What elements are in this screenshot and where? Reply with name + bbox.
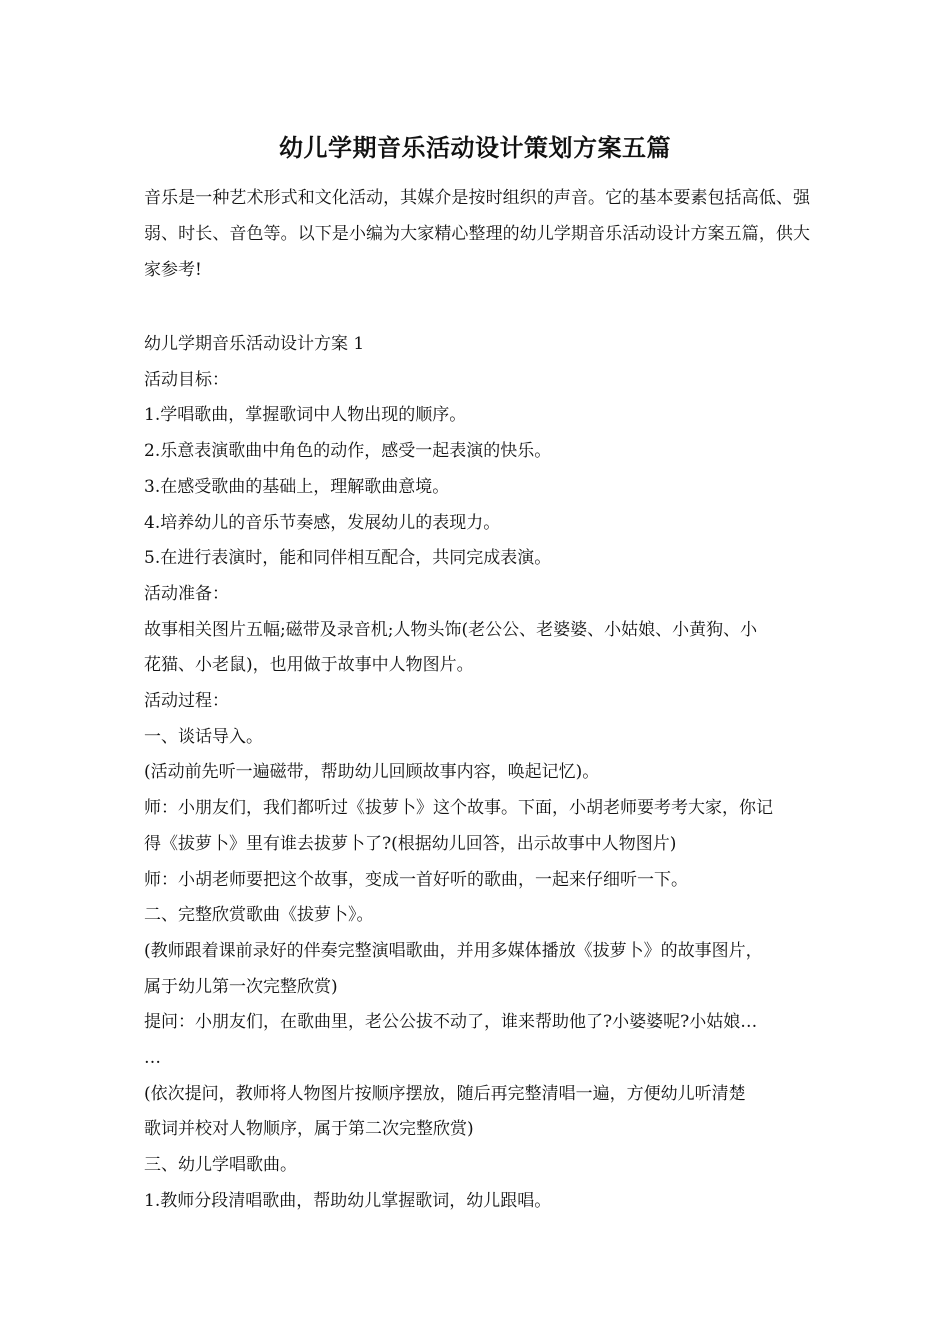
text-line: 师：小朋友们，我们都听过《拔萝卜》这个故事。下面，小胡老师要考考大家，你记: [144, 798, 773, 819]
text-line: 二、完整欣赏歌曲《拔萝卜》。: [144, 905, 374, 926]
text-line: (教师跟着课前录好的伴奏完整演唱歌曲，并用多媒体播放《拔萝卜》的故事图片，: [144, 940, 763, 961]
text-line: 故事相关图片五幅;磁带及录音机;人物头饰(老公公、老婆婆、小姑娘、小黄狗、小: [144, 619, 758, 640]
text-line: 师：小胡老师要把这个故事，变成一首好听的歌曲，一起来仔细听一下。: [144, 869, 688, 890]
text-line: 三、幼儿学唱歌曲。: [144, 1155, 297, 1176]
text-line: 花猫、小老鼠)，也用做于故事中人物图片。: [144, 655, 474, 676]
document-title: 幼儿学期音乐活动设计策划方案五篇: [279, 133, 671, 162]
text-line: (活动前先听一遍磁带，帮助幼儿回顾故事内容，唤起记忆)。: [144, 762, 600, 783]
text-line: 属于幼儿第一次完整欣赏): [144, 976, 338, 997]
text-line: 一、谈话导入。: [144, 726, 263, 747]
text-line: 3.在感受歌曲的基础上，理解歌曲意境。: [144, 476, 450, 497]
text-line: 活动准备：: [144, 583, 229, 604]
text-line: 幼儿学期音乐活动设计方案 1: [144, 334, 365, 354]
text-line: 5.在进行表演时，能和同伴相互配合，共同完成表演。: [144, 548, 552, 569]
intro-paragraph: 音乐是一种艺术形式和文化活动，其媒介是按时组织的声音。它的基本要素包括高低、强弱、时长、音色等。以下是小编为大家精心整理的幼儿学期音乐活动设计方案五篇，供大家参考!: [144, 188, 810, 280]
text-line: …: [144, 1048, 161, 1069]
text-line: 提问：小朋友们，在歌曲里，老公公拔不动了，谁来帮助他了?小婆婆呢?小姑娘…: [144, 1012, 758, 1033]
text-line: (依次提问，教师将人物图片按顺序摆放，随后再完整清唱一遍，方便幼儿听清楚: [144, 1083, 746, 1104]
text-line: 活动过程：: [144, 691, 229, 712]
text-line: 得《拔萝卜》里有谁去拔萝卜了?(根据幼儿回答，出示故事中人物图片): [144, 833, 677, 854]
text-line: 活动目标：: [144, 369, 229, 390]
body-text: [144, 327, 824, 1220]
text-line: 2.乐意表演歌曲中角色的动作，感受一起表演的快乐。: [144, 441, 552, 462]
text-line: 1.教师分段清唱歌曲，帮助幼儿掌握歌词，幼儿跟唱。: [144, 1190, 552, 1211]
text-line: 歌词并校对人物顺序，属于第二次完整欣赏): [144, 1119, 474, 1140]
text-line: 4.培养幼儿的音乐节奏感，发展幼儿的表现力。: [144, 512, 501, 533]
text-line: 1.学唱歌曲，掌握歌词中人物出现的顺序。: [144, 405, 467, 426]
